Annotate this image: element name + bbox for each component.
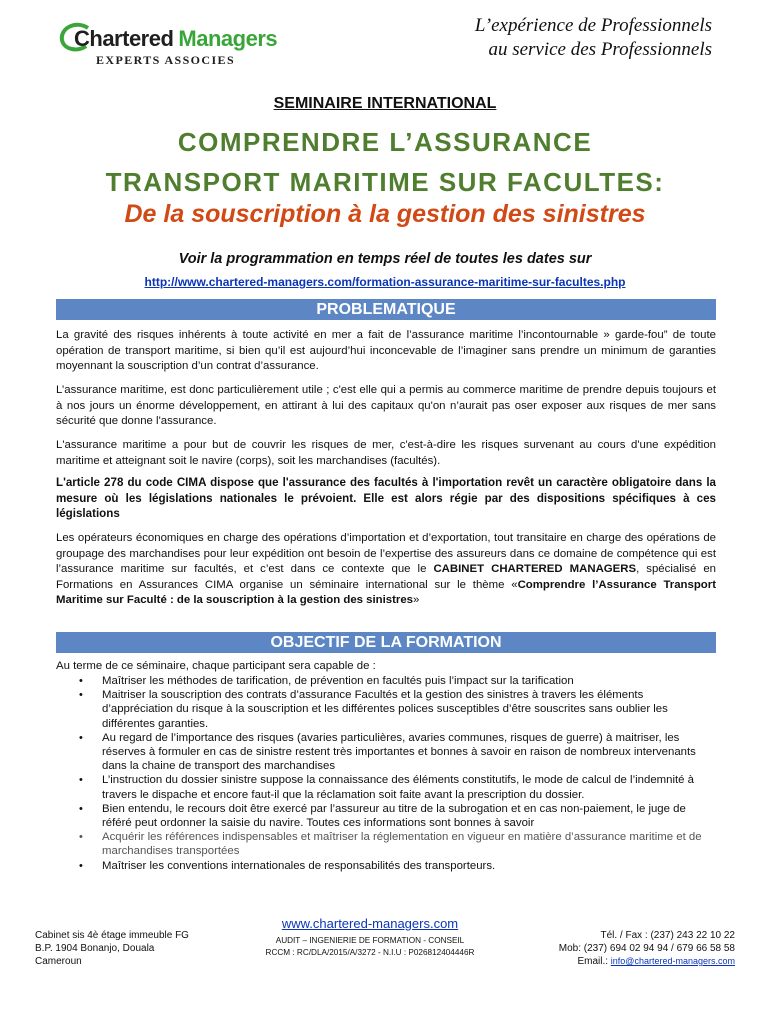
schedule-note: Voir la programmation en temps réel de toutes les dates sur [178,251,592,267]
section-heading-problematique: PROBLEMATIQUE [56,299,716,320]
list-item-text: Maitriser la souscription des contrats d’assurance Facultés et la gestion des sinistres à travers les éléments d’appréciation du risque à la souscription et les différentes polices susceptibles d’être souscrites sans oublier les différentes garanties. [102,689,668,730]
phone-fax: Tél. / Fax : (237) 243 22 10 22 [600,930,735,941]
paragraph-5-company: CABINET CHARTERED MANAGERS [433,563,637,575]
list-item-text: Acquérir les références indispensables et maîtriser la réglementation en vigueur en matière d’assurance maritime et de marchandises transportées [102,831,702,858]
list-item [79,830,716,858]
objectif-list [56,674,716,873]
list-item-text: Bien entendu, le recours doit être exercé par l’assureur au titre de la subrogation et en cas non-paiement, le juge de référé peut ordonner la saisie du navire. Toutes ces informations sont bonnes à savoir [102,802,686,830]
paragraph-3: L'assurance maritime a pour but de couvrir les risques de mer, c'est-à-dire les risques survenant au cours d'une expédition maritime et atteignant soit le navire (corps), soit les marchandises (facultés). [56,439,716,467]
subtitle: De la souscription à la gestion des sinistres [124,200,646,228]
footer-registration: RCCM : RC/DLA/2015/A/3272 - N.I.U : P026812404446R [265,948,475,957]
list-item [79,731,716,774]
section-heading-objectif: OBJECTIF DE LA FORMATION [56,632,716,653]
address-line-2: B.P. 1904 Bonanjo, Douala [35,943,155,954]
paragraph-5 [56,531,716,609]
paragraph-5-theme: Comprendre l’Assurance Transport Maritime sur Faculté : de la souscription à la gestion des sinistres [56,578,716,606]
paragraph-4: L'article 278 du code CIMA dispose que l'assurance des facultés à l'importation revêt un caractère obligatoire dans la mesure où les législations nationales le prévoient. Elle est alors régie par des dispositions spécifiques à ces législations [56,476,716,520]
email-label: Email.: [577,956,611,967]
email-line [559,955,735,968]
paragraph-5-text-c: , spécialisé en Formations en Assurances CIMA organise un séminaire international sur le thème « [56,563,716,591]
tagline-line-1: L’expérience de Professionnels [474,15,712,36]
logo-name-part-1: Chartered [74,26,174,51]
list-item-text: Maîtriser les méthodes de tarification, de prévention en facultés puis l’impact sur la tarification [102,675,574,687]
bullet-icon: • [79,731,83,744]
tagline [475,14,712,62]
bullet-icon: • [79,859,83,872]
paragraph-5-text-e: » [413,594,420,606]
bullet-icon: • [79,689,83,702]
company-logo [58,22,278,68]
list-item [79,688,716,731]
title-line-1: COMPRENDRE L’ASSURANCE [177,127,593,157]
tagline-line-2: au service des Professionnels [488,39,712,60]
bullet-icon: • [79,675,83,687]
bullet-icon: • [79,774,83,787]
schedule-link[interactable]: http://www.chartered-managers.com/formation-assurance-maritime-sur-facultes.php [144,275,626,289]
seminar-label: SEMINAIRE INTERNATIONAL [273,95,497,112]
footer-address [35,929,189,968]
footer-center [240,916,500,959]
paragraph-1: La gravité des risques inhérents à toute activité en mer a fait de l’assurance maritime l’incontournable » garde-fou” de toute opération de transport maritime, si bien qu’il est aujourd’hui inconcevable de l’imaginer sans prendre un minimum de garanties moyennant la souscription d’un contrat d’assurance. [56,329,716,372]
list-item [79,802,716,830]
logo-name-part-2: Managers [178,26,278,51]
list-item-text: L’instruction du dossier sinistre suppose la connaissance des éléments constitutifs, le mode de calcul de l’indemnité à travers le dispache et encore faut-il que la réclamation soit faite avant la prescription du dossier. [102,774,695,801]
logo-subtitle: EXPERTS ASSOCIES [96,53,236,67]
objectif-intro: Au terme de ce séminaire, chaque participant sera capable de : [56,660,376,672]
title-line-2: TRANSPORT MARITIME SUR FACULTES: [105,167,665,197]
mobile: Mob: (237) 694 02 94 94 / 679 66 58 58 [558,943,735,954]
list-item [79,859,716,873]
list-item-text: Maîtriser les conventions internationales de responsabilités des transporteurs. [102,859,496,872]
bullet-icon: • [79,802,83,815]
address-line-1: Cabinet sis 4è étage immeuble FG [35,930,189,941]
logo-name [74,26,277,52]
footer-services: AUDIT – INGENIERIE DE FORMATION - CONSEIL [275,936,465,945]
paragraph-2: L’assurance maritime, est donc particulièrement utile ; c'est elle qui a permis au commerce maritime de prendre depuis toujours et à nos jours un énorme développement, en attirant à lui des capitaux qu'on n’aurait pas oser exposer aux risques de mer sans sécurité que donne l'assurance. [56,384,716,427]
list-item [79,674,716,688]
website-link[interactable]: www.chartered-managers.com [281,916,459,931]
bullet-icon: • [79,831,83,844]
list-item-text: Au regard de l’importance des risques (avaries particulières, avaries communes, risques de guerre) à maitriser, les réserves à formuler en cas de sinistre restent très importantes et bonnes à savoir en raison de nombreux intervenants dans la chaine de transport des marchandises [102,731,696,773]
list-item [79,773,716,801]
footer-contact [559,929,735,968]
email-link[interactable]: info@chartered-managers.com [610,956,735,966]
address-line-3: Cameroun [35,956,82,967]
paragraph-5-text-a: Les opérateurs économiques en charge des opérations d’importation et d’exportation, tout transitaire en charge des opérations de groupage des marchandises pour leur expédition ont besoin de l’expertise des assureurs dans ce domaine de compétence qui est l’assurance maritime sur facultés, et c’est dans ce contexte que le [56,532,716,575]
